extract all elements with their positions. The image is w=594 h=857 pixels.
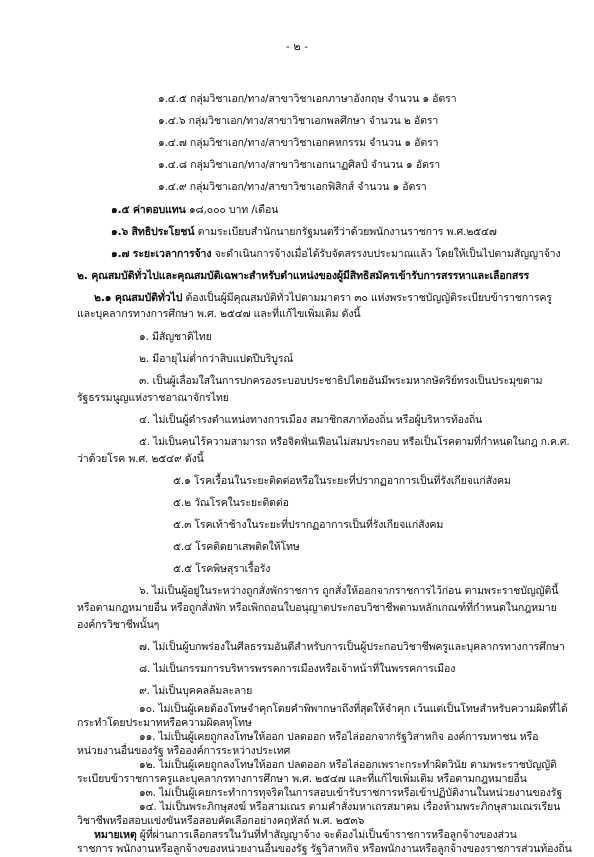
list-item: ๑.๔.๕ กลุ่มวิชาเอก/ทาง/สาขาวิชาเอกภาษาอังกฤษ จำนวน ๑ อัตรา (158, 93, 457, 105)
sub-item: ๕.๕ โรคพิษสุราเรื้อรัง (173, 563, 271, 575)
paragraph-line: หรือตามกฎหมายอื่น หรือถูกสั่งพัก หรือเพิกถอนใบอนุญาตประกอบวิชาชีพตามหลักเกณฑ์ที่กำหนดในกฎหมาย (77, 602, 557, 614)
general-qualifications-label: ๒.๑ คุณสมบัติทั่วไป (94, 292, 183, 304)
benefits-value: ตามระเบียบสำนักนายกรัฐมนตรีว่าด้วยพนักงานราชการ พ.ศ.๒๕๔๗ (197, 226, 497, 238)
qualification-item: ๓. เป็นผู้เลื่อมใสในการปกครองระบอบประชาธิปไตยอันมีพระมหากษัตริย์ทรงเป็นประมุขตาม (139, 375, 543, 387)
sub-item: ๕.๓ โรคเท้าช้างในระยะที่ปรากฏอาการเป็นที่รังเกียจแก่สังคม (173, 519, 444, 531)
qualification-item: ๘. ไม่เป็นกรรมการบริหารพรรคการเมืองหรือเจ้าหน้าที่ในพรรคการเมือง (139, 663, 456, 675)
list-item: ๑.๔.๖ กลุ่มวิชาเอก/ทาง/สาขาวิชาเอกพลศึกษา จำนวน ๒ อัตรา (158, 115, 439, 127)
employment-period-value: จะดำเนินการจ้างเมื่อได้รับจัดสรรงบประมาณแล้ว โดยให้เป็นไปตามสัญญาจ้าง (214, 248, 561, 260)
qualification-item: ๗. ไม่เป็นผู้บกพร่องในศีลธรรมอันดีสำหรับการเป็นผู้ประกอบวิชาชีพครูและบุคลากรทางการศึกษา (139, 641, 565, 653)
paragraph-line: และบุคลากรทางการศึกษา พ.ศ. ๒๕๔๗ และที่แก้ไขเพิ่มเติม ดังนี้ (77, 308, 361, 320)
list-item: ๑.๔.๙ กลุ่มวิชาเอก/ทาง/สาขาวิชาเอกฟิสิกส์ จำนวน ๑ อัตรา (158, 181, 427, 193)
paragraph-line: ว่าด้วยโรค พ.ศ. ๒๕๔๙ ดังนี้ (77, 453, 204, 465)
sub-item: ๕.๔ โรคติดยาเสพติดให้โทษ (173, 541, 300, 553)
compensation-label: ๑.๕ ค่าตอบแทน (111, 204, 186, 216)
qualification-item: ๑. มีสัญชาติไทย (139, 331, 212, 343)
employment-period-row (111, 246, 561, 262)
paragraph-line: ระเบียบข้าราชการครูและบุคลากรทางการศึกษา พ.ศ. ๒๕๔๗ และที่แก้ไขเพิ่มเติม หรือตามกฎหมายอื่น (77, 773, 527, 785)
qualification-item: ๑๒. ไม่เป็นผู้เคยถูกลงโทษให้ออก ปลดออก หรือไล่ออกเพราะกระทำผิดวินัย ตามพระราชบัญญัติ (139, 759, 557, 771)
compensation-value: ๑๘,๐๐๐ บาท /เดือน (188, 204, 279, 216)
qualification-item: ๑๐. ไม่เป็นผู้เคยต้องโทษจำคุกโดยคำพิพากษาถึงที่สุดให้จำคุก เว้นแต่เป็นโทษสำหรับความผิดที่ได้ (139, 703, 568, 715)
paragraph-line: กระทำโดยประมาทหรือความผิดลหุโทษ (77, 717, 252, 729)
paragraph-line: องค์กรวิชาชีพนั้นๆ (77, 619, 160, 631)
note-text: ผู้ที่ผ่านการเลือกสรรในวันที่ทำสัญญาจ้าง จะต้องไม่เป็นข้าราชการหรือลูกจ้างของส่วน (136, 829, 517, 841)
paragraph-line: หน่วยงานอื่นของรัฐ หรือองค์การระหว่างประเทศ (77, 745, 291, 757)
employment-period-label: ๑.๗ ระยะเวลาการจ้าง (111, 248, 212, 260)
qualification-item: ๕. ไม่เป็นคนไร้ความสามารถ หรือจิตฟั่นเฟือนไม่สมประกอบ หรือเป็นโรคตามที่กำหนดในกฎ ก.ค.ศ. (139, 436, 570, 448)
qualification-item: ๑๔. ไม่เป็นพระภิกษุสงฆ์ หรือสามเณร ตามคำสั่งมหาเถรสมาคม เรื่องห้ามพระภิกษุสามเณรเรียน (139, 801, 561, 813)
general-qualifications-text: ต้องเป็นผู้มีคุณสมบัติทั่วไปตามมาตรา ๓๐ แห่งพระราชบัญญัติระเบียบข้าราชการครู (185, 292, 552, 304)
section-heading: ๒. คุณสมบัติทั่วไปและคุณสมบัติเฉพาะสำหรับตำแหน่งของผู้มีสิทธิสมัครเข้ารับการสรรหาและเลือกสรร (77, 270, 530, 282)
sub-item: ๕.๑ โรคเรื้อนในระยะติดต่อหรือในระยะที่ปรากฏอาการเป็นที่รังเกียจแก่สังคม (173, 475, 511, 487)
paragraph-line: วิชาชีพหรือสอบแข่งขันหรือสอบคัดเลือกอย่างคฤหัสถ์ พ.ศ. ๒๕๓๖ (77, 815, 365, 827)
compensation-row (111, 202, 278, 218)
paragraph-line: ราชการ พนักงานหรือลูกจ้างของหน่วยงานอื่นของรัฐ รัฐวิสาหกิจ หรือพนักงานหรือลูกจ้างของราชการส่วนท้องถิ่น (77, 843, 572, 855)
page-number: - ๒ - (285, 40, 309, 53)
qualification-item: ๔. ไม่เป็นผู้ดำรงตำแหน่งทางการเมือง สมาชิกสภาท้องถิ่น หรือผู้บริหารท้องถิ่น (139, 414, 483, 426)
qualification-item: ๒. มีอายุไม่ต่ำกว่าสิบแปดปีบริบูรณ์ (139, 353, 294, 365)
general-qualifications-row (94, 290, 552, 306)
list-item: ๑.๔.๗ กลุ่มวิชาเอก/ทาง/สาขาวิชาเอกคหกรรม จำนวน ๑ อัตรา (158, 137, 439, 149)
qualification-item: ๙. ไม่เป็นบุคคลล้มละลาย (139, 685, 253, 697)
note-label: หมายเหตุ (94, 829, 137, 841)
qualification-item: ๑๑. ไม่เป็นผู้เคยถูกลงโทษให้ออก ปลดออก หรือไล่ออกจากรัฐวิสาหกิจ องค์การมหาชน หรือ (139, 731, 539, 743)
benefits-row (111, 224, 497, 240)
benefits-label: ๑.๖ สิทธิประโยชน์ (111, 226, 195, 238)
paragraph-line: รัฐธรรมนูญแห่งราชอาณาจักรไทย (77, 392, 229, 404)
list-item: ๑.๔.๘ กลุ่มวิชาเอก/ทาง/สาขาวิชาเอกนาฏศิลป์ จำนวน ๑ อัตรา (158, 159, 441, 171)
qualification-item: ๖. ไม่เป็นผู้อยู่ในระหว่างถูกสั่งพักราชการ ถูกสั่งให้ออกจากราชการไว้ก่อน ตามพระราชบัญญัตินี้ (139, 585, 559, 597)
qualification-item: ๑๓. ไม่เป็นผู้เคยกระทำการทุจริตในการสอบเข้ารับราชการหรือเข้าปฏิบัติงานในหน่วยงานของรัฐ (139, 787, 563, 799)
sub-item: ๕.๒ วัณโรคในระยะติดต่อ (173, 497, 289, 509)
